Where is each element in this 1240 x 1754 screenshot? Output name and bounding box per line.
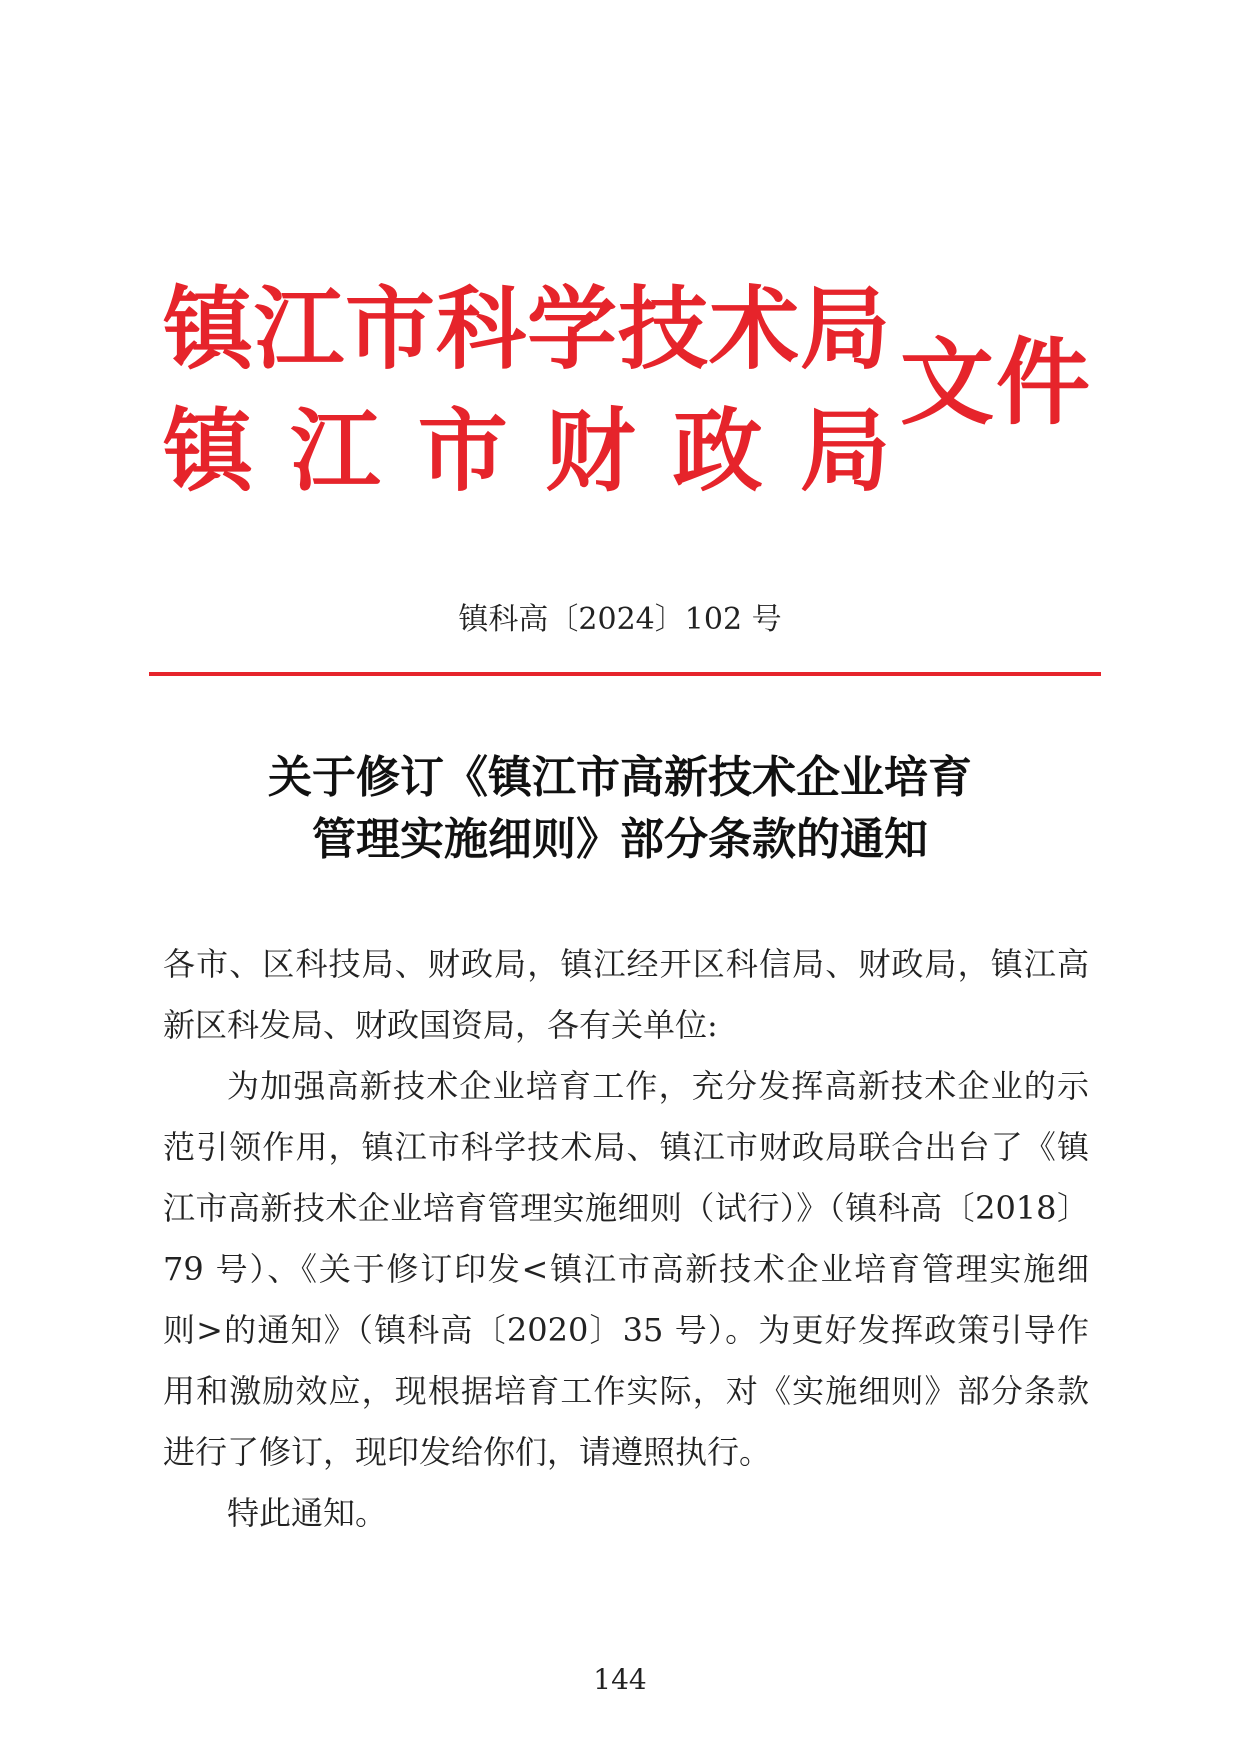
masthead-issuer-science-bureau: 镇江市科学技术局 xyxy=(163,276,890,382)
body-line: 新区科发局、财政国资局，各有关单位: xyxy=(163,1006,718,1044)
body-line: 江市高新技术企业培育管理实施细则（试行）》（镇科高〔2018〕 xyxy=(163,1189,1089,1227)
body-line: 进行了修订，现印发给你们，请遵照执行。 xyxy=(163,1433,772,1471)
masthead-issuer-finance-bureau: 镇 江 市 财 政 局 xyxy=(163,398,890,504)
document-title xyxy=(0,747,1240,871)
body-line: 为加强高新技术企业培育工作，充分发挥高新技术企业的示 xyxy=(227,1067,1089,1105)
document-title-line-1: 关于修订《镇江市高新技术企业培育 xyxy=(268,752,972,803)
body-line: 则>的通知》（镇科高〔2020〕35 号）。为更好发挥政策引导作 xyxy=(163,1311,1089,1349)
body-line: 各市、区科技局、财政局，镇江经开区科信局、财政局，镇江高 xyxy=(163,945,1089,983)
body-line: 79 号）、《关于修订印发<镇江市高新技术企业培育管理实施细 xyxy=(163,1250,1089,1288)
red-divider-line xyxy=(149,672,1101,676)
body-line-closing: 特此通知。 xyxy=(227,1494,388,1532)
document-body xyxy=(163,934,1089,1544)
document-number: 镇科高〔2024〕102 号 xyxy=(458,602,782,637)
body-line: 用和激励效应，现根据培育工作实际，对《实施细则》部分条款 xyxy=(163,1372,1089,1410)
masthead-suffix: 文件 xyxy=(900,328,1090,438)
masthead-issuers xyxy=(163,268,890,512)
body-line: 范引领作用，镇江市科学技术局、镇江市财政局联合出台了《镇 xyxy=(163,1128,1089,1166)
page-number: 144 xyxy=(593,1663,647,1696)
document-title-line-2: 管理实施细则》部分条款的通知 xyxy=(312,814,928,865)
